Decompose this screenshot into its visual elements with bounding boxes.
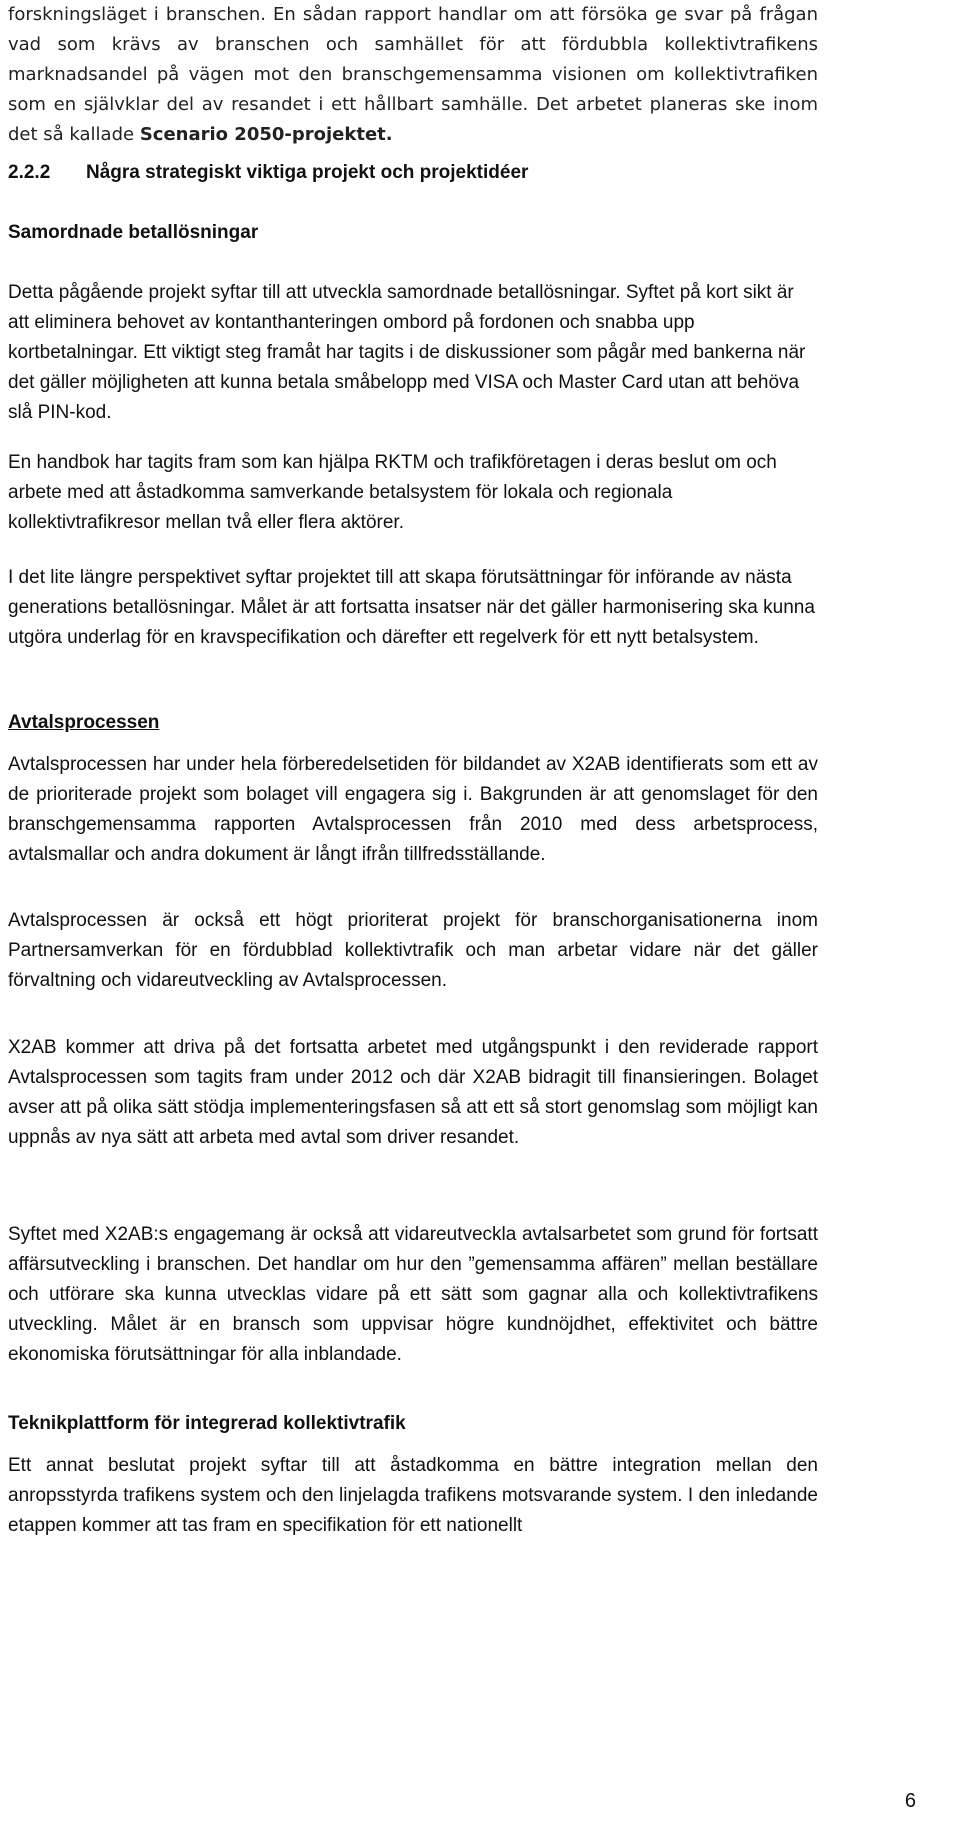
- project-name: Scenario 2050-projektet: [139, 124, 386, 145]
- body-paragraph: Ett annat beslutat projekt syftar till att åstadkomma en bättre integration mellan den anropsstyrda trafikens system och den linjelagda trafikens motsvarande system. I den inledande etappen kommer att tas fram en specifikation för ett nationellt: [8, 1455, 818, 1536]
- body-paragraph: En handbok har tagits fram som kan hjälpa RKTM och trafikföretagen i deras beslut om och arbete med att åstadkomma samverkande betalsystem för lokala och regionala kollektivtrafikresor mellan två eller flera aktörer.: [8, 452, 777, 533]
- subsection-heading: Samordnade betallösningar: [8, 222, 259, 243]
- intro-paragraph: [8, 0, 818, 150]
- body-paragraph: Detta pågående projekt syftar till att utveckla samordnade betallösningar. Syftet på kort sikt är att eliminera behovet av kontanthanteringen ombord på fordonen och snabba upp kortbetalningar. Ett viktigt steg framåt har tagits i de diskussioner som pågår med bankerna när det gäller möjligheten att kunna betala småbelopp med VISA och Master Card utan att behöva slå PIN-kod.: [8, 282, 806, 423]
- body-paragraph: X2AB kommer att driva på det fortsatta arbetet med utgångspunkt i den reviderade rapport Avtalsprocessen som tagits fram under 2012 och där X2AB bidragit till finansieringen. Bolaget avser att på olika sätt stödja implementeringsfasen så att ett så stort genomslag som möjligt kan uppnås av nya sätt att arbeta med avtal som driver resandet.: [8, 1037, 818, 1148]
- section-title: Några strategiskt viktiga projekt och projektidéer: [86, 162, 529, 183]
- page-number: 6: [904, 1790, 916, 1812]
- body-paragraph: I det lite längre perspektivet syftar projektet till att skapa förutsättningar för införande av nästa generations betallösningar. Målet är att fortsatta insatser när det gäller harmonisering ska kunna utgöra underlag för en kravspecifikation och därefter ett regelverk för ett nytt betalsystem.: [8, 567, 815, 648]
- body-paragraph: Avtalsprocessen är också ett högt prioriterat projekt för branschorganisationerna inom Partnersamverkan för en fördubblad kollektivtrafik och man arbetar vidare när det gäller förvaltning och vidareutveckling av Avtalsprocessen.: [8, 910, 818, 991]
- subsection-heading: Teknikplattform för integrerad kollektivtrafik: [8, 1413, 406, 1434]
- intro-end: .: [385, 124, 393, 145]
- body-paragraph: Syftet med X2AB:s engagemang är också att vidareutveckla avtalsarbetet som grund för fortsatt affärsutveckling i branschen. Det handlar om hur den ”gemensamma affären” mellan beställare och utförare ska kunna utvecklas vidare på ett sätt som gagnar alla och kollektivtrafikens utveckling. Målet är en bransch som uppvisar högre kundnöjdhet, effektivitet och bättre ekonomiska förutsättningar för alla inblandade.: [8, 1224, 818, 1365]
- subsection-heading: Avtalsprocessen: [8, 712, 160, 733]
- section-number: 2.2.2: [8, 162, 51, 183]
- body-paragraph: Avtalsprocessen har under hela förberedelsetiden för bildandet av X2AB identifierats som ett av de prioriterade projekt som bolaget vill engagera sig i. Bakgrunden är att genomslaget för den branschgemensamma rapporten Avtalsprocessen från 2010 med dess arbetsprocess, avtalsmallar och andra dokument är långt ifrån tillfredsställande.: [8, 754, 818, 865]
- intro-text: forskningsläget i branschen. En sådan rapport handlar om att försöka ge svar på frågan vad som krävs av branschen och samhället för att fördubbla kollektivtrafikens marknadsandel på vägen mot den branschgemensamma visionen om kollektivtrafiken som en självklar del av resandet i ett hållbart samhälle. Det arbetet planeras ske inom det så kallade: [8, 4, 818, 145]
- section-heading: [8, 158, 818, 188]
